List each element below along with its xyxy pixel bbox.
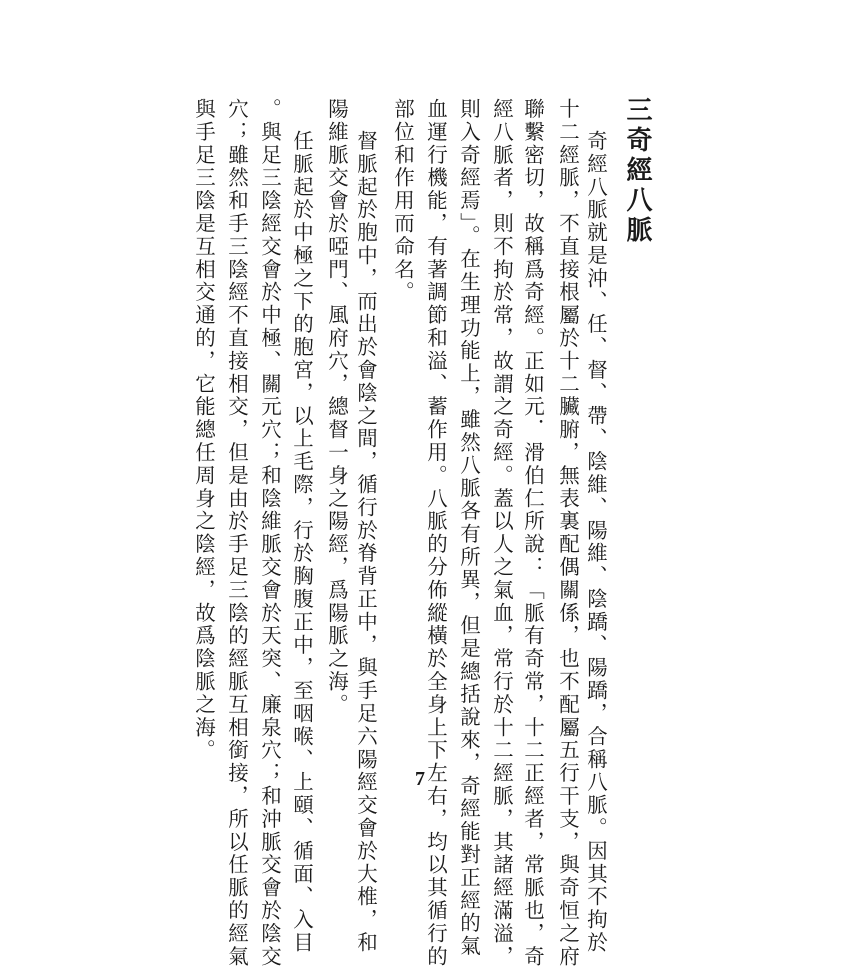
text-column-1: 奇經八脈就是沖、任、督、帶、陰維、陽維、陰蹻、陽蹻，合稱八脈。因其不拘於 [583, 130, 608, 955]
text-column-5: 則入奇經焉」。在生理功能上，雖然八脈各有所異，但是總括說來，奇經能對正經的氣 [456, 98, 481, 958]
text-column-6: 血運行機能，有著調節和溢、蓄作用。八脈的分佈縱橫於全身上下左右，均以其循行的 [423, 98, 448, 968]
text-column-3: 聯繫密切，故稱爲奇經。正如元．滑伯仁所說：「脈有奇常，十二正經者，常脈也，奇 [520, 98, 545, 968]
text-column-10: 任脈起於中極之下的胞宮，以上毛際，行於胸腹正中，至咽喉、上頤、循面、入目 [289, 130, 314, 955]
text-column-4: 經八脈者，則不拘於常，故謂之奇經。蓋以人之氣血，常行於十二經脈，其諸經滿溢， [489, 98, 514, 968]
text-column-7: 部位和作用而命名。 [390, 98, 415, 305]
text-column-9: 陽維脈交會於啞門、風府穴，總督一身之陽經，爲陽脈之海。 [324, 98, 349, 717]
text-column-8: 督脈起於胞中，而出於會陰之間，循行於脊背正中，與手足六陽經交會於大椎，和 [353, 130, 378, 955]
page-number: 7 [415, 768, 425, 790]
text-column-2: 十二經脈，不直接根屬於十二臟腑，無表裏配偶關係，也不配屬五行干支，與奇恒之府 [555, 98, 580, 968]
text-column-13: 與手足三陰是互相交通的，它能總任周身之陰經，故爲陰脈之海。 [191, 98, 216, 763]
text-column-12: 穴；雖然和手三陰經不直接相交，但是由於手足三陰的經脈互相銜接，所以任脈的經氣 [224, 98, 249, 968]
text-column-11: 。與足三陰經交會於中極、關元穴；和陰維脈交會於天突、廉泉穴；和沖脈交會於陰交 [257, 98, 282, 968]
section-heading: 三奇經八脈 [622, 96, 652, 246]
